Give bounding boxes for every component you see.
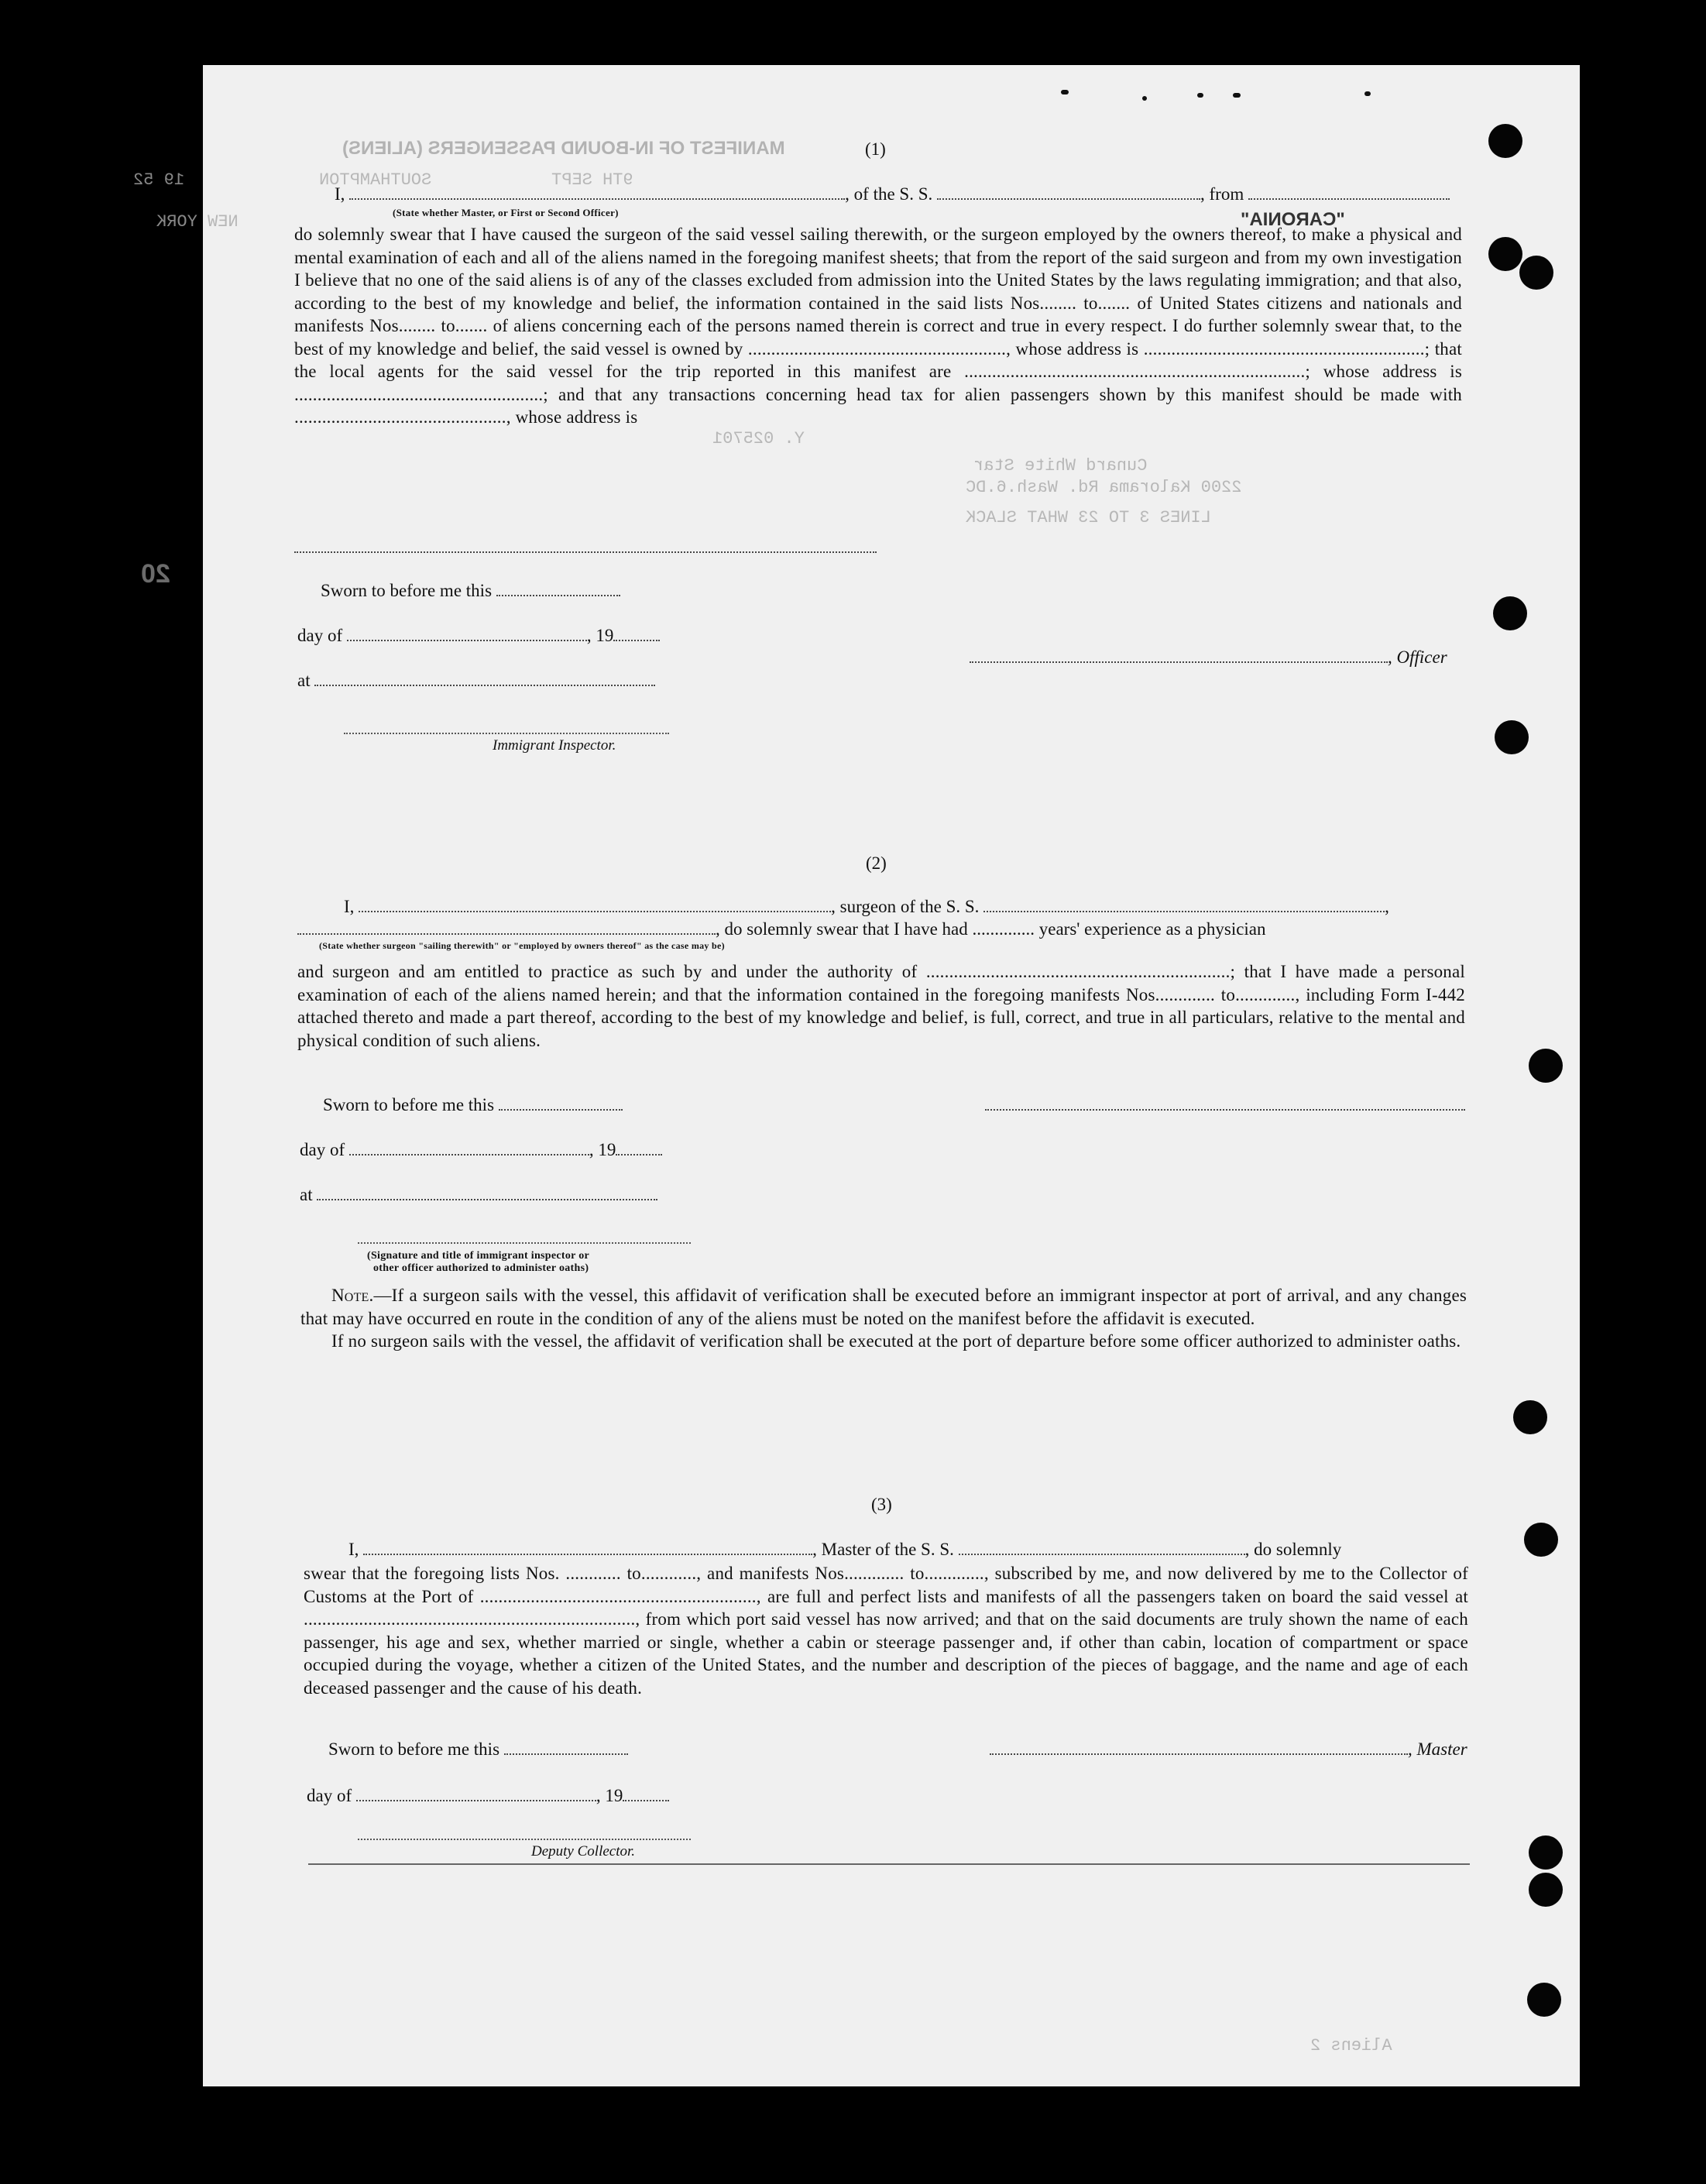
line-mid: , surgeon of the S. S. — [831, 897, 980, 916]
blank-field — [937, 184, 1200, 200]
bleed-ship: "CARONIA" — [1241, 209, 1345, 230]
blank-field — [356, 1786, 596, 1801]
section-1-day — [297, 626, 660, 646]
collector-signature-line — [358, 1839, 691, 1840]
day-label: day of — [297, 626, 343, 645]
inspector-signature-line — [344, 733, 669, 734]
bleed-lines: LINES 3 TO 23 WHAT SLACK — [966, 508, 1211, 527]
section-3-line-1 — [348, 1540, 1341, 1560]
note-paragraph — [300, 1284, 1467, 1330]
section-1-line-1 — [335, 184, 1450, 204]
blank-field — [959, 1540, 1245, 1555]
section-2-signature — [985, 1095, 1465, 1115]
blank-field — [349, 1140, 589, 1156]
document-page — [133, 65, 1580, 2086]
officer-label: , Officer — [1388, 647, 1447, 667]
blank-field — [363, 1540, 812, 1555]
section-2-at — [300, 1185, 657, 1205]
section-2-line-2 — [297, 919, 1266, 939]
blank-field — [990, 1739, 1408, 1755]
speck — [1197, 93, 1203, 98]
line-prefix: I, — [335, 184, 345, 204]
punch-hole — [1513, 1400, 1547, 1434]
blank-field — [499, 1095, 623, 1111]
section-1-number: (1) — [865, 139, 886, 159]
blank-field — [616, 1140, 662, 1156]
blank-field — [613, 626, 660, 641]
blank-field — [496, 581, 620, 596]
blank-field — [359, 897, 831, 912]
blank-field — [314, 671, 655, 686]
blank-field — [347, 626, 587, 641]
punch-hole — [1524, 1523, 1558, 1557]
year-label: , 19 — [589, 1140, 616, 1159]
section-2-note — [300, 1284, 1467, 1353]
paragraph-text: do solemnly swear that I have caused the surgeon of the said vessel sailing therewith, or the surgeon employed by the owners thereof, to make a physical and mental examination of each and all of the aliens named in the foregoing manifest sheets; that from the report of the said surgeon and from my own investigation I believe that no one of the said aliens is of any of the classes excluded from admission into the United States by the laws regulating immigration; and that also, according to the best of my knowledge and belief, the information contained in the said lists Nos........ to....... of United States citizens and nationals and manifests Nos........ to....... of aliens concerning each of the persons named therein is correct and true in every respect. I do further solemnly swear that, to the best of my knowledge and belief, the said vessel is owned by ........................................................, whose address is .............................................................; that the local agents for the said vessel for the trip reported in this manifest are ..........................................................................; whose address is ......................................................; and that any transactions concerning head tax for alien passengers shown by this manifest should be made with .............................................., whose address is — [294, 225, 1462, 427]
section-2-line-1: I, , surgeon of the S. S. , — [344, 897, 1389, 916]
paragraph-text: and surgeon and am entitled to practice as such by and under the authority of ..................................................................; that I have made a personal examination of each of the aliens named herein; and that the information contained in the foregoing manifests Nos............. to............., including Form I-442 attached thereto and made a part thereof, according to the best of my knowledge and belief, is full, correct, and true in all particulars, relative to the mental and physical condition of such aliens. — [297, 962, 1465, 1050]
punch-hole — [1488, 237, 1522, 271]
section-1-caption: (State whether Master, or First or Second Officer) — [393, 207, 619, 218]
sworn-label: Sworn to before me this — [323, 1095, 495, 1114]
section-3-master — [990, 1739, 1467, 1760]
punch-hole — [1527, 1983, 1561, 2017]
blank-field — [983, 897, 1385, 912]
sworn-label: Sworn to before me this — [321, 581, 493, 600]
blank-field — [1248, 184, 1450, 200]
sig-caption-2: other officer authorized to administer oaths) — [373, 1262, 589, 1274]
section-2-caption: (State whether surgeon "sailing therewith" or "employed by owners thereof" as the case may be) — [319, 940, 725, 951]
at-label: at — [300, 1185, 313, 1204]
note-paragraph-2 — [300, 1330, 1467, 1353]
punch-hole — [1529, 1835, 1563, 1870]
section-3-number: (3) — [871, 1495, 892, 1514]
section-3-day — [307, 1786, 669, 1806]
line-end: , from — [1200, 184, 1244, 204]
bleed-tonnage: Y. 025701 — [712, 429, 805, 448]
section-1-inspector: Immigrant Inspector. — [493, 737, 616, 754]
bleed-date: 9TH SEPT — [551, 170, 633, 190]
blank-field — [970, 647, 1388, 663]
line-2-text: , do solemnly swear that I have had .............. years' experience as a physician — [716, 919, 1266, 939]
punch-hole — [1493, 596, 1527, 630]
line-prefix: I, — [348, 1540, 359, 1559]
section-1-paragraph — [294, 223, 1462, 429]
master-label: , Master — [1408, 1739, 1467, 1759]
section-1-sworn — [321, 581, 620, 601]
bleed-footer: Aliens 2 — [1310, 2036, 1392, 2055]
blank-field — [985, 1095, 1465, 1111]
blank-field — [317, 1185, 657, 1200]
year-label: , 19 — [586, 626, 614, 645]
day-label: day of — [300, 1140, 345, 1159]
bleed-year: 19 52 — [133, 170, 185, 190]
bleed-from: SOUTHAMPTON — [319, 170, 432, 190]
section-3-paragraph — [304, 1562, 1468, 1699]
bleed-address: 2200 Kalorama Rd. Wash.6.DC — [966, 478, 1242, 497]
bottom-rule — [308, 1863, 1470, 1865]
note-label: Note. — [331, 1286, 374, 1305]
section-2-sworn — [323, 1095, 623, 1115]
bleed-manifest-title: MANIFEST OF IN-BOUND PASSENGERS (ALIENS) — [342, 138, 785, 159]
paragraph-text: swear that the foregoing lists Nos. ............ to............, and manifests Nos............. to............., subscribed by me, and now delivered by me to the Collector of Customs at the Port of ............................................................, are full and perfect lists and manifests of all the passengers taken on board the said vessel at ........................................................................, from which port said vessel has now arrived; and that on the said documents are truly shown the name of each passenger, his age and sex, whether married or single, whether a cabin or steerage passenger and, if other than cabin, location of compartment or space occupied during the voyage, whether a citizen of the United States, and the number and description of the pieces of baggage, and the name and age of each deceased passenger and the cause of his death. — [304, 1564, 1468, 1698]
speck — [1364, 91, 1371, 96]
punch-hole — [1495, 720, 1529, 754]
section-3-sworn — [328, 1739, 628, 1760]
sig-caption-1: (Signature and title of immigrant inspector or — [367, 1250, 590, 1262]
section-1-tail-line — [294, 537, 877, 558]
section-2-paragraph — [297, 960, 1465, 1052]
line-end: , do solemnly — [1244, 1540, 1342, 1559]
blank-field — [294, 537, 877, 553]
speck — [1061, 90, 1069, 94]
section-2-number: (2) — [866, 853, 887, 873]
blank-field — [623, 1786, 669, 1801]
line-prefix: I, — [344, 897, 355, 916]
sworn-label: Sworn to before me this — [328, 1739, 500, 1759]
year-label: , 19 — [596, 1786, 623, 1805]
section-2-sig-line — [358, 1242, 691, 1244]
blank-field — [297, 919, 716, 935]
at-label: at — [297, 671, 311, 690]
section-3-collector: Deputy Collector. — [531, 1843, 636, 1859]
section-1-at — [297, 671, 655, 691]
bleed-number: 20 — [141, 559, 170, 589]
bleed-port: NEW YORK — [156, 212, 239, 232]
punch-hole — [1529, 1049, 1563, 1083]
punch-hole — [1519, 256, 1553, 290]
speck — [1233, 93, 1241, 98]
blank-field — [349, 184, 845, 200]
bleed-agent: Cunard White Star — [973, 456, 1148, 476]
line-mid: , Master of the S. S. — [812, 1540, 954, 1559]
line-mid: , of the S. S. — [845, 184, 933, 204]
speck — [1142, 96, 1147, 101]
punch-hole — [1488, 124, 1522, 158]
note-text-1: —If a surgeon sails with the vessel, this affidavit of verification shall be executed before an immigrant inspector at port of arrival, and any changes that may have occurred en route in the condition of any of the aliens must be noted on the manifest before the affidavit is executed. — [300, 1286, 1467, 1328]
section-2-day — [300, 1140, 662, 1160]
punch-hole — [1529, 1873, 1563, 1907]
note-text-2: If no surgeon sails with the vessel, the affidavit of verification shall be executed at the port of departure before some officer authorized to administer oaths. — [331, 1331, 1461, 1351]
section-1-officer — [970, 647, 1447, 668]
blank-field — [504, 1739, 628, 1755]
day-label: day of — [307, 1786, 352, 1805]
